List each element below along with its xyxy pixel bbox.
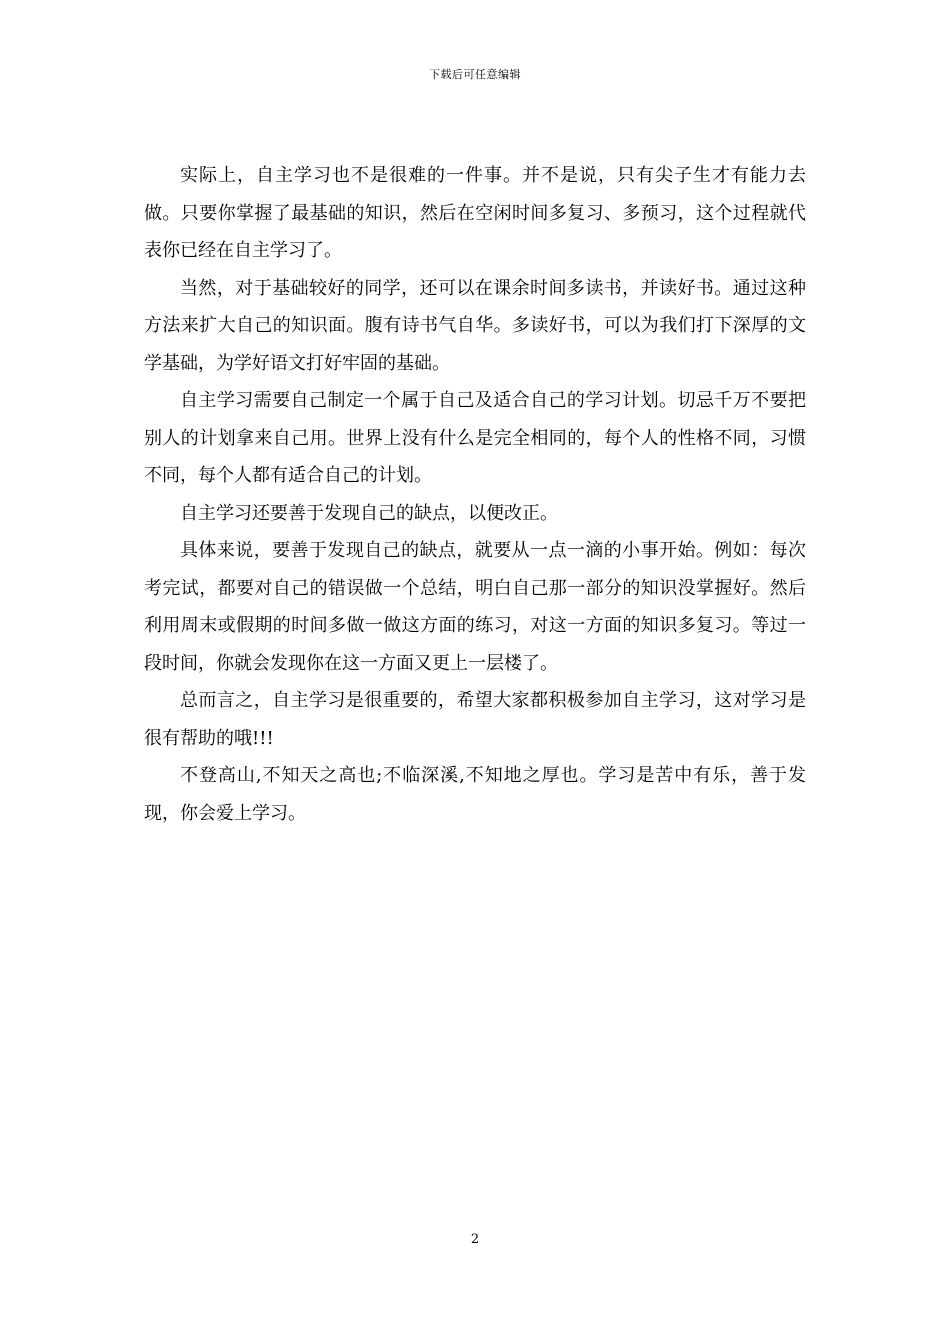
paragraph: 实际上，自主学习也不是很难的一件事。并不是说，只有尖子生才有能力去做。只要你掌握了最基础的知识，然后在空闲时间多复习、多预习，这个过程就代表你已经在自主学习了。	[144, 165, 806, 261]
paragraph: 不登高山,不知天之高也;不临深溪,不知地之厚也。学习是苦中有乐，善于发现，你会爱上学习。	[144, 765, 806, 824]
paragraph: 总而言之，自主学习是很重要的，希望大家都积极参加自主学习，这对学习是很有帮助的哦!!!	[144, 690, 806, 749]
header-note: 下载后可任意编辑	[429, 68, 521, 81]
paragraph: 自主学习需要自己制定一个属于自己及适合自己的学习计划。切忌千万不要把别人的计划拿来自己用。世界上没有什么是完全相同的，每个人的性格不同，习惯不同，每个人都有适合自己的计划。	[144, 390, 806, 486]
paragraph: 具体来说，要善于发现自己的缺点，就要从一点一滴的小事开始。例如：每次考完试，都要对自己的错误做一个总结，明白自己那一部分的知识没掌握好。然后利用周末或假期的时间多做一做这方面的练习，对这一方面的知识多复习。等过一段时间，你就会发现你在这一方面又更上一层楼了。	[144, 540, 806, 674]
page-number: 2	[470, 1232, 480, 1247]
paragraph: 自主学习还要善于发现自己的缺点，以便改正。	[180, 502, 558, 524]
body-text	[144, 157, 806, 832]
paragraph: 当然，对于基础较好的同学，还可以在课余时间多读书，并读好书。通过这种方法来扩大自己的知识面。腹有诗书气自华。多读好书，可以为我们打下深厚的文学基础，为学好语文打好牢固的基础。	[144, 277, 806, 374]
